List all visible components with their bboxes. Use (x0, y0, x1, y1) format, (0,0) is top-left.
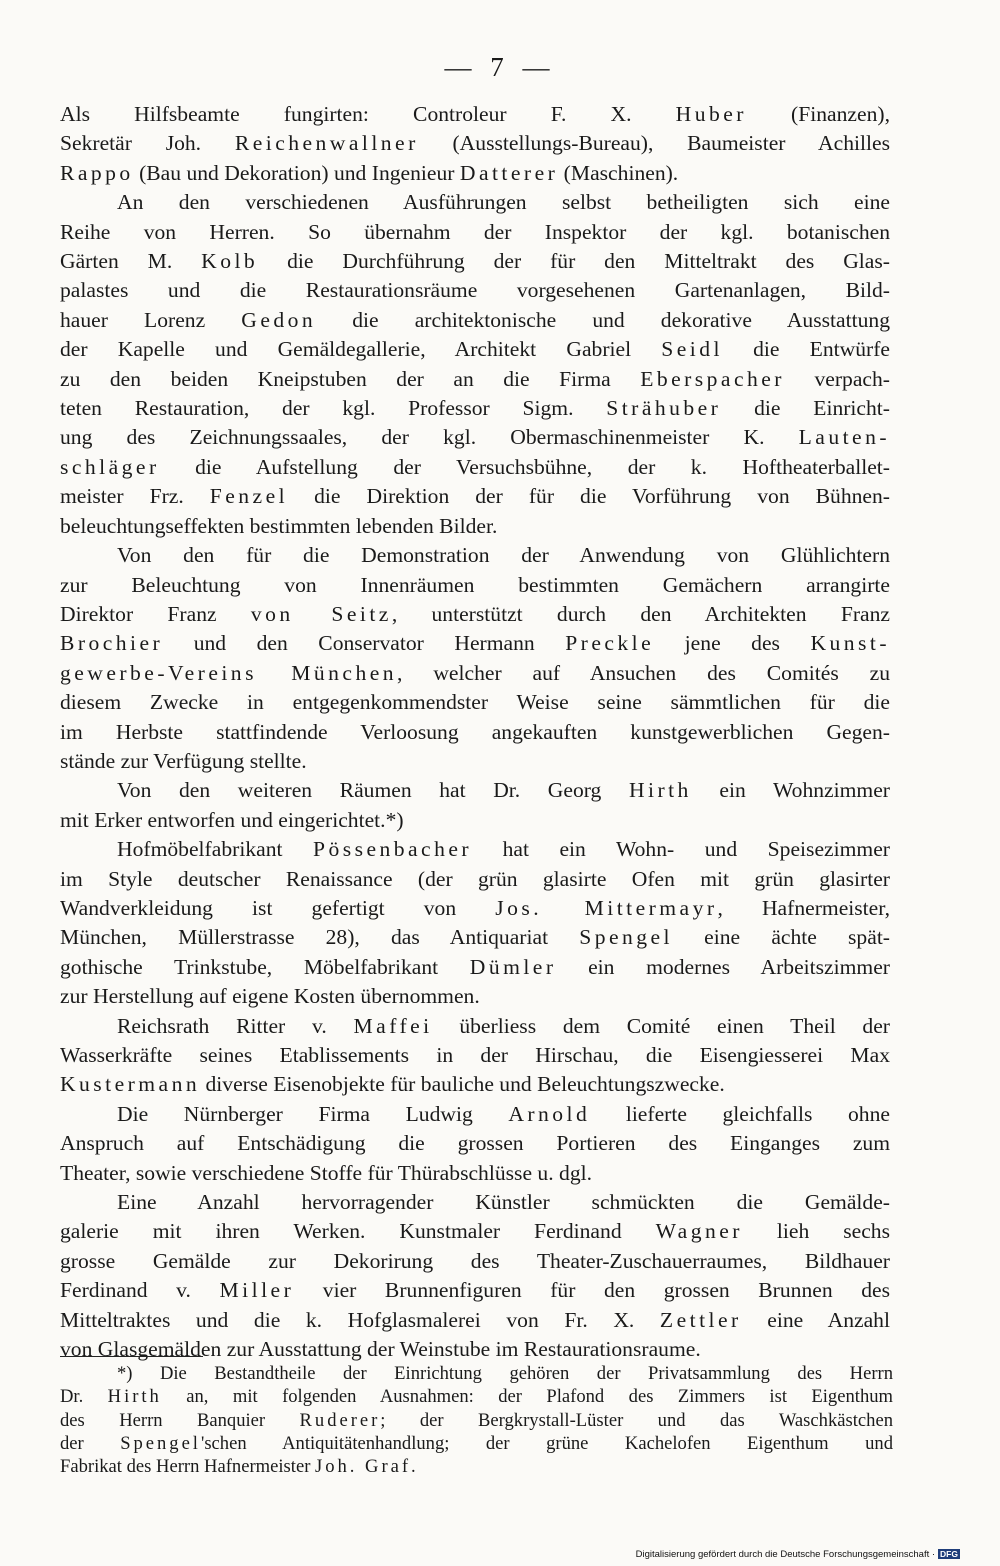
text-run: der (60, 1432, 121, 1454)
body-line (60, 512, 890, 541)
body-line (60, 188, 890, 217)
spaced-name: Hirth (628, 778, 692, 803)
text-run: eine ächte spät- (673, 925, 891, 950)
spaced-name: Eberspacher (640, 366, 785, 391)
body-line (60, 335, 890, 364)
text-run: (Finanzen), (746, 102, 890, 126)
text-run: Wasserkräfte seines Etablissements in der Hirschau, die Eisengiesserei Max (60, 1043, 890, 1067)
text-run: (Maschinen). (558, 160, 679, 185)
body-line (60, 218, 890, 247)
body-line (60, 129, 890, 158)
body-line (60, 1217, 890, 1246)
spaced-name: Miller (219, 1278, 295, 1303)
text-run: Ferdinand v. (60, 1278, 220, 1303)
spaced-name: Kunst- (810, 631, 890, 656)
text-run: Wandverkleidung ist gefertigt von (60, 895, 496, 920)
body-line (60, 1012, 890, 1041)
text-run: verpach- (784, 366, 890, 391)
footnote-line (60, 1409, 893, 1432)
body-line (60, 600, 890, 629)
text-run: Mitteltraktes und die k. Hofglasmalerei von Fr. X. (60, 1307, 660, 1332)
dfg-logo: DFG (940, 1549, 958, 1560)
text-run: im Style deutscher Renaissance (der grün glasirte Ofen mit grün glasirter (60, 866, 890, 891)
body-line (60, 482, 890, 511)
text-run: stände zur Verfügung stellte. (60, 748, 307, 773)
spaced-name: Joh. Graf (315, 1456, 412, 1478)
text-run: hauer Lorenz (60, 307, 242, 332)
body-line (60, 394, 890, 423)
spaced-name: Rappo (60, 160, 134, 185)
text-run: die architektonische und dekorative Ausstattung (316, 307, 890, 332)
text-run: grosse Gemälde zur Dekorirung des Theater-Zuschauerraumes, Bildhauer (60, 1248, 890, 1273)
body-line (60, 835, 890, 864)
spaced-name: von Seitz (250, 601, 392, 626)
spaced-name: Wagner (655, 1219, 743, 1244)
spaced-name: gewerbe-Vereins München (60, 660, 398, 685)
spaced-name: Jos. Mittermayr (495, 895, 718, 920)
spaced-name: Ruderer (299, 1409, 381, 1431)
body-line (60, 923, 890, 952)
spaced-name: Dümler (469, 954, 557, 979)
text-run: diverse Eisenobjekte für bauliche und Beleuchtungszwecke. (200, 1072, 725, 1097)
spaced-name: Spengel (579, 925, 674, 950)
body-line (60, 1041, 890, 1070)
text-run: an, mit folgenden Ausnahmen: der Plafond des Zimmers ist Eigenthum (161, 1386, 893, 1408)
text-run: palastes und die Restaurationsräume vorgesehenen Gartenanlagen, Bild- (60, 278, 890, 303)
text-run: München, Müllerstrasse 28), das Antiquariat (60, 925, 580, 950)
spaced-name: schläger (60, 454, 160, 479)
body-line (60, 306, 890, 335)
text-run: die Durchführung der für den Mitteltrakt des Glas- (258, 249, 890, 274)
text-run: ein modernes Arbeitszimmer (556, 954, 891, 979)
body-line (60, 659, 890, 688)
text-run: mit Erker entworfen und eingerichtet.*) (60, 807, 404, 832)
spaced-name: Hirth (107, 1386, 162, 1408)
text-run: , Hafnermeister, (717, 895, 890, 920)
text-run: im Herbste stattfindende Verloosung angekauften kunstgewerblichen Gegen- (60, 719, 890, 744)
body-line (60, 100, 890, 129)
body-line (60, 776, 890, 805)
body-line (60, 159, 890, 188)
footnote-line (60, 1385, 893, 1408)
body-line (60, 865, 890, 894)
spaced-name: Brochier (60, 631, 164, 656)
body-line (60, 1247, 890, 1276)
footnote-line (60, 1455, 893, 1478)
text-run: Als Hilfsbeamte fungirten: Controleur F. X. (60, 102, 676, 126)
text-run: gothische Trinkstube, Möbelfabrikant (60, 954, 470, 979)
text-run: die Einricht- (721, 396, 890, 421)
text-run: Theater, sowie verschiedene Stoffe für Thürabschlüsse u. dgl. (60, 1160, 593, 1185)
body-line (60, 453, 890, 482)
body-line (60, 629, 890, 658)
spaced-name: Preckle (565, 631, 655, 656)
text-run: (Bau und Dekoration) und Ingenieur (133, 160, 460, 185)
text-run: teten Restauration, der kgl. Professor Sigm. (60, 396, 607, 421)
spaced-name: Kustermann (60, 1072, 201, 1097)
text-run: Hofmöbelfabrikant (117, 837, 314, 862)
text-run: lieh sechs (742, 1219, 890, 1244)
text-run: hat ein Wohn- und Speisezimmer (472, 837, 890, 862)
spaced-name: Reichenwallner (234, 131, 419, 156)
text-run: überliess dem Comité einen Theil der (432, 1013, 890, 1038)
text-run: Dr. (60, 1386, 108, 1408)
body-line (60, 894, 890, 923)
spaced-name: Lauten- (798, 425, 890, 450)
body-line (60, 247, 890, 276)
body-line (60, 571, 890, 600)
body-line (60, 1129, 890, 1158)
footnote-rule (60, 1356, 203, 1357)
text-run: (Ausstellungs-Bureau), Baumeister Achilles (418, 131, 890, 156)
text-run: *) Die Bestandtheile der Einrichtung gehören der Privatsammlung des Herrn (117, 1363, 893, 1384)
text-run: Fabrikat des Herrn Hafnermeister (60, 1456, 316, 1478)
text-run: Sekretär Joh. (60, 131, 235, 156)
text-run: des Herrn Banquier (60, 1409, 300, 1431)
body-line (60, 1276, 890, 1305)
text-run: vier Brunnenfiguren für den grossen Brunnen des (294, 1278, 890, 1303)
body-line (60, 1100, 890, 1129)
text-run: die Aufstellung der Versuchsbühne, der k. Hoftheaterballet- (159, 454, 890, 479)
credit-text: Digitalisierung gefördert durch die Deutsche Forschungsgemeinschaft · (635, 1549, 936, 1560)
text-run: , unterstützt durch den Architekten Franz (391, 601, 890, 626)
text-run: beleuchtungseffekten bestimmten lebenden Bilder. (60, 513, 498, 538)
body-line (60, 365, 890, 394)
text-run: der Kapelle und Gemäldegallerie, Architekt Gabriel (60, 337, 662, 362)
text-run: jene des (654, 631, 811, 656)
text-run: die Entwürfe (722, 337, 890, 362)
spaced-name: Zettler (659, 1307, 742, 1332)
text-run: Eine Anzahl hervorragender Künstler schmückten die Gemälde- (117, 1190, 890, 1215)
footnote (60, 1362, 893, 1478)
spaced-name: Arnold (508, 1101, 591, 1126)
text-run: Gärten M. (60, 249, 202, 274)
text-run: An den verschiedenen Ausführungen selbst betheiligten sich eine (117, 190, 890, 215)
body-line (60, 541, 890, 570)
body-line (60, 747, 890, 776)
text-run: ung des Zeichnungssaales, der kgl. Obermaschinenmeister K. (60, 425, 799, 450)
page-number: — 7 — (444, 52, 556, 82)
text-run: galerie mit ihren Werken. Kunstmaler Ferdinand (60, 1219, 656, 1244)
body-line (60, 953, 890, 982)
body-line (60, 276, 890, 305)
spaced-name: Fenzel (209, 484, 289, 509)
spaced-name: Kolb (201, 249, 259, 274)
text-run: zu den beiden Kneipstuben der an die Firma (60, 366, 641, 391)
text-run: Anspruch auf Entschädigung die grossen Portieren des Einganges zum (60, 1131, 890, 1156)
text-run: Reihe von Herren. So übernahm der Inspektor der kgl. botanischen (60, 219, 890, 244)
footnote-line (60, 1432, 893, 1455)
text-run: . (411, 1456, 416, 1478)
body-line (60, 1335, 890, 1364)
spaced-name: Huber (675, 102, 747, 126)
text-run: und den Conservator Hermann (163, 631, 566, 656)
text-run: 'schen Antiquitätenhandlung; der grüne Kachelofen Eigenthum und (200, 1432, 893, 1454)
spaced-name: Strähuber (606, 396, 722, 421)
text-run: Die Nürnberger Firma Ludwig (117, 1101, 509, 1126)
body-line (60, 1070, 890, 1099)
text-run: diesem Zwecke in entgegenkommendster Weise seine sämmtlichen für die (60, 690, 890, 715)
body-line (60, 718, 890, 747)
text-run: Von den für die Demonstration der Anwendung von Glühlichtern (117, 543, 890, 568)
text-run: , welcher auf Ansuchen des Comités zu (397, 660, 890, 685)
spaced-name: Pössenbacher (313, 837, 473, 862)
text-run: ; der Bergkrystall-Lüster und das Waschkästchen (380, 1409, 893, 1431)
body-line (60, 1306, 890, 1335)
text-run: von Glasgemälden zur Ausstattung der Weinstube im Restaurationsraume. (60, 1337, 701, 1362)
text-run: zur Herstellung auf eigene Kosten übernommen. (60, 984, 480, 1009)
digitization-credit (636, 1549, 960, 1560)
spaced-name: Spengel (120, 1432, 201, 1454)
text-run: die Direktion der für die Vorführung von Bühnen- (288, 484, 890, 509)
text-run: meister Frz. (60, 484, 210, 509)
text-run: zur Beleuchtung von Innenräumen bestimmten Gemächern arrangirte (60, 572, 890, 597)
body-line (60, 1159, 890, 1188)
text-run: eine Anzahl (741, 1307, 890, 1332)
spaced-name: Maffei (353, 1013, 433, 1038)
body-line (60, 423, 890, 452)
body-line (60, 1188, 890, 1217)
body-line (60, 982, 890, 1011)
spaced-name: Datterer (459, 160, 559, 185)
text-run: Von den weiteren Räumen hat Dr. Georg (117, 778, 629, 803)
spaced-name: Gedon (241, 307, 317, 332)
text-run: Direktor Franz (60, 601, 251, 626)
body-line (60, 806, 890, 835)
body-text (60, 100, 890, 1364)
text-run: Reichsrath Ritter v. (117, 1013, 354, 1038)
text-run: lieferte gleichfalls ohne (590, 1101, 890, 1126)
body-line (60, 688, 890, 717)
spaced-name: Seidl (661, 337, 723, 362)
footnote-line (60, 1362, 893, 1385)
text-run: ein Wohnzimmer (691, 778, 890, 803)
